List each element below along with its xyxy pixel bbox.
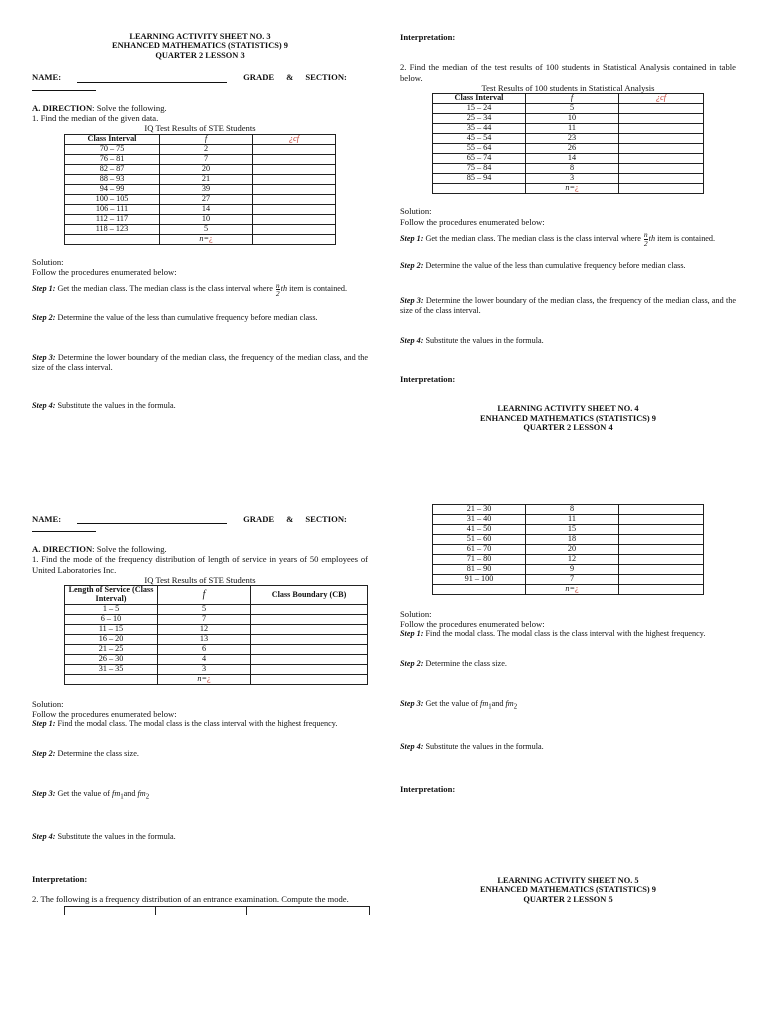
mode-step-4-r: Step 4: Substitute the values in the formula. <box>400 741 544 751</box>
step-3-r: Step 3: Determine the lower boundary of the median class, the frequency of the median class, and the size of the class interval. <box>400 296 736 316</box>
table-row: 106 – 111 14 <box>65 204 336 214</box>
sheet-5-header: LEARNING ACTIVITY SHEET NO. 5 ENHANCED MATHEMATICS (STATISTICS) 9 QUARTER 2 LESSON 5 <box>480 875 656 904</box>
section-field-2[interactable] <box>32 525 96 532</box>
table-row: 81 – 90 9 <box>433 564 704 574</box>
solution-label: Solution: <box>32 256 64 267</box>
mode-step-2: Step 2: Determine the class size. <box>32 749 139 759</box>
table-row: 31 – 35 3 <box>65 664 368 674</box>
step-1: Step 1: Get the median class. The median class is the class interval where $\frac{n}{2}$ th item is contained. <box>32 280 348 299</box>
item-1-text: 1. Find the median of the given data. <box>32 113 159 124</box>
follow-text-r: Follow the procedures enumerated below: <box>400 216 545 227</box>
table-row: 82 – 87 20 <box>65 164 336 174</box>
mode-table-1-caption: IQ Test Results of STE Students <box>144 575 256 586</box>
n-over-2-fraction: $\frac{n}{2}$ <box>275 280 280 299</box>
sheet-3-header: LEARNING ACTIVITY SHEET NO. 3 ENHANCED MATHEMATICS (STATISTICS) 9 QUARTER 2 LESSON 3 <box>112 32 288 60</box>
mode-step-1-r: Step 1: Find the modal class. The modal class is the class interval with the highest frequency. <box>400 629 706 639</box>
table-row: 15 – 24 5 <box>433 104 704 114</box>
table-row: 88 – 93 21 <box>65 174 336 184</box>
table-row: 85 – 94 3 <box>433 174 704 184</box>
table-row: 31 – 40 11 <box>433 514 704 524</box>
interpretation-label-1: Interpretation: <box>400 32 456 42</box>
mode-item-1-text: 1. Find the mode of the frequency distribution of length of service in years of 50 employees of United Laboratories Inc. <box>32 554 368 575</box>
table-total-row: n=¿ <box>65 674 368 684</box>
n-over-2-fraction: $\frac{n}{2}$ <box>643 230 648 248</box>
sheet-4-header: LEARNING ACTIVITY SHEET NO. 4 ENHANCED MATHEMATICS (STATISTICS) 9 QUARTER 2 LESSON 4 <box>480 404 656 433</box>
table-row: 41 – 50 15 <box>433 524 704 534</box>
step-1-r: Step 1: Get the median class. The median class is the class interval where $\frac{n}{2}$ th item is contained. <box>400 230 716 248</box>
table-1-caption: IQ Test Results of STE Students <box>144 123 256 134</box>
step-4-r: Step 4: Substitute the values in the formula. <box>400 336 544 346</box>
name-grade-section-row-1: NAME: GRADE & SECTION: <box>32 72 347 83</box>
step-2: Step 2: Determine the value of the less than cumulative frequency before median class. <box>32 313 318 323</box>
median-table-2: Class Interval f ¿cf 15 – 24 5 25 – 34 10 35 – 44 11 45 – 54 23 55 – 64 26 65 – 74 14 75 – 84 8 85 – 94 3 n=¿ <box>432 93 704 194</box>
table-row: 70 – 75 2 <box>65 144 336 154</box>
name-grade-section-row-2: NAME: GRADE & SECTION: <box>32 513 347 524</box>
mode-table-2-top-edge <box>64 906 370 915</box>
table-row: 6 – 10 7 <box>65 614 368 624</box>
name-field[interactable] <box>77 72 227 82</box>
table-row: 26 – 30 4 <box>65 654 368 664</box>
median-table-1: Class Interval f ¿cf 70 – 75 2 76 – 81 7 82 – 87 20 88 – 93 21 94 – 99 39 100 – 105 27 106 – 111 14 112 – 117 10 118 – 123 5 n=¿ <box>64 134 336 245</box>
follow-text: Follow the procedures enumerated below: <box>32 267 177 278</box>
mode-step-1: Step 1: Find the modal class. The modal class is the class interval with the highest frequency. <box>32 719 338 729</box>
table-row: 65 – 74 14 <box>433 154 704 164</box>
mode-item-2-text: 2. The following is a frequency distribution of an entrance examination. Compute the mode. <box>32 893 349 904</box>
mode-table-2 <box>432 504 704 595</box>
table-row: 35 – 44 11 <box>433 124 704 134</box>
table-row: 21 – 25 6 <box>65 644 368 654</box>
name-field-2[interactable] <box>77 514 227 524</box>
table-row: 25 – 34 10 <box>433 114 704 124</box>
table-row: 94 – 99 39 <box>65 184 336 194</box>
table-row: 21 – 30 8 <box>433 504 704 514</box>
follow-text-r2: Follow the procedures enumerated below: <box>400 618 545 629</box>
mode-step-3-r: Step 3: Get the value of $fm_1and$ $fm_2$ <box>400 698 518 711</box>
table-2-caption: Test Results of 100 students in Statistical Analysis <box>481 82 655 93</box>
left-column <box>32 32 368 915</box>
solution-label-r2: Solution: <box>400 608 432 619</box>
table-row: 118 – 123 5 <box>65 224 336 234</box>
table-row: 1 – 5 5 <box>65 604 368 614</box>
mode-step-4: Step 4: Substitute the values in the formula. <box>32 831 176 841</box>
follow-text-2: Follow the procedures enumerated below: <box>32 708 177 719</box>
table-row: 51 – 60 18 <box>433 534 704 544</box>
table-row: 100 – 105 27 <box>65 194 336 204</box>
direction-2: A. DIRECTION: Solve the following. <box>32 544 167 555</box>
table-row: 76 – 81 7 <box>65 154 336 164</box>
right-column <box>400 32 736 904</box>
table-row: 16 – 20 13 <box>65 634 368 644</box>
table-row: 91 – 100 7 <box>433 574 704 584</box>
direction: A. DIRECTION: Solve the following. <box>32 102 167 113</box>
table-row: 55 – 64 26 <box>433 144 704 154</box>
table-row: 45 – 54 23 <box>433 134 704 144</box>
interpretation-label-3: Interpretation: <box>400 783 456 794</box>
step-2-r: Step 2: Determine the value of the less than cumulative frequency before median class. <box>400 260 686 270</box>
step-4: Step 4: Substitute the values in the formula. <box>32 400 176 410</box>
table-total-row: n=¿ <box>433 584 704 594</box>
table-row: 112 – 117 10 <box>65 214 336 224</box>
item-2-text: 2. Find the median of the test results of 100 students in Statistical Analysis contained in table below. <box>400 62 736 83</box>
solution-label-2: Solution: <box>32 698 64 709</box>
table-row: 71 – 80 12 <box>433 554 704 564</box>
step-3: Step 3: Determine the lower boundary of the median class, the frequency of the median class, and the size of the class interval. <box>32 353 368 372</box>
mode-table-1: Length of Service (Class Interval) f Class Boundary (CB) 1 – 5 5 6 – 10 7 11 – 15 12 16 – 20 13 21 – 25 6 26 – 30 4 31 – 35 3 n=¿ <box>64 585 368 684</box>
table-row: 61 – 70 20 <box>433 544 704 554</box>
interpretation-label-2: Interpretation: <box>400 374 456 384</box>
mode-step-3: Step 3: Get the value of $fm_1and$ $fm_2$ <box>32 788 150 801</box>
solution-label-r: Solution: <box>400 206 432 217</box>
table-total-row: n=¿ <box>65 234 336 244</box>
table-total-row: n=¿ <box>433 184 704 194</box>
section-field[interactable] <box>32 84 96 91</box>
table-row: 11 – 15 12 <box>65 624 368 634</box>
table-row: 75 – 84 8 <box>433 164 704 174</box>
mode-step-2-r: Step 2: Determine the class size. <box>400 659 507 668</box>
interpretation-label-left: Interpretation: <box>32 873 88 884</box>
